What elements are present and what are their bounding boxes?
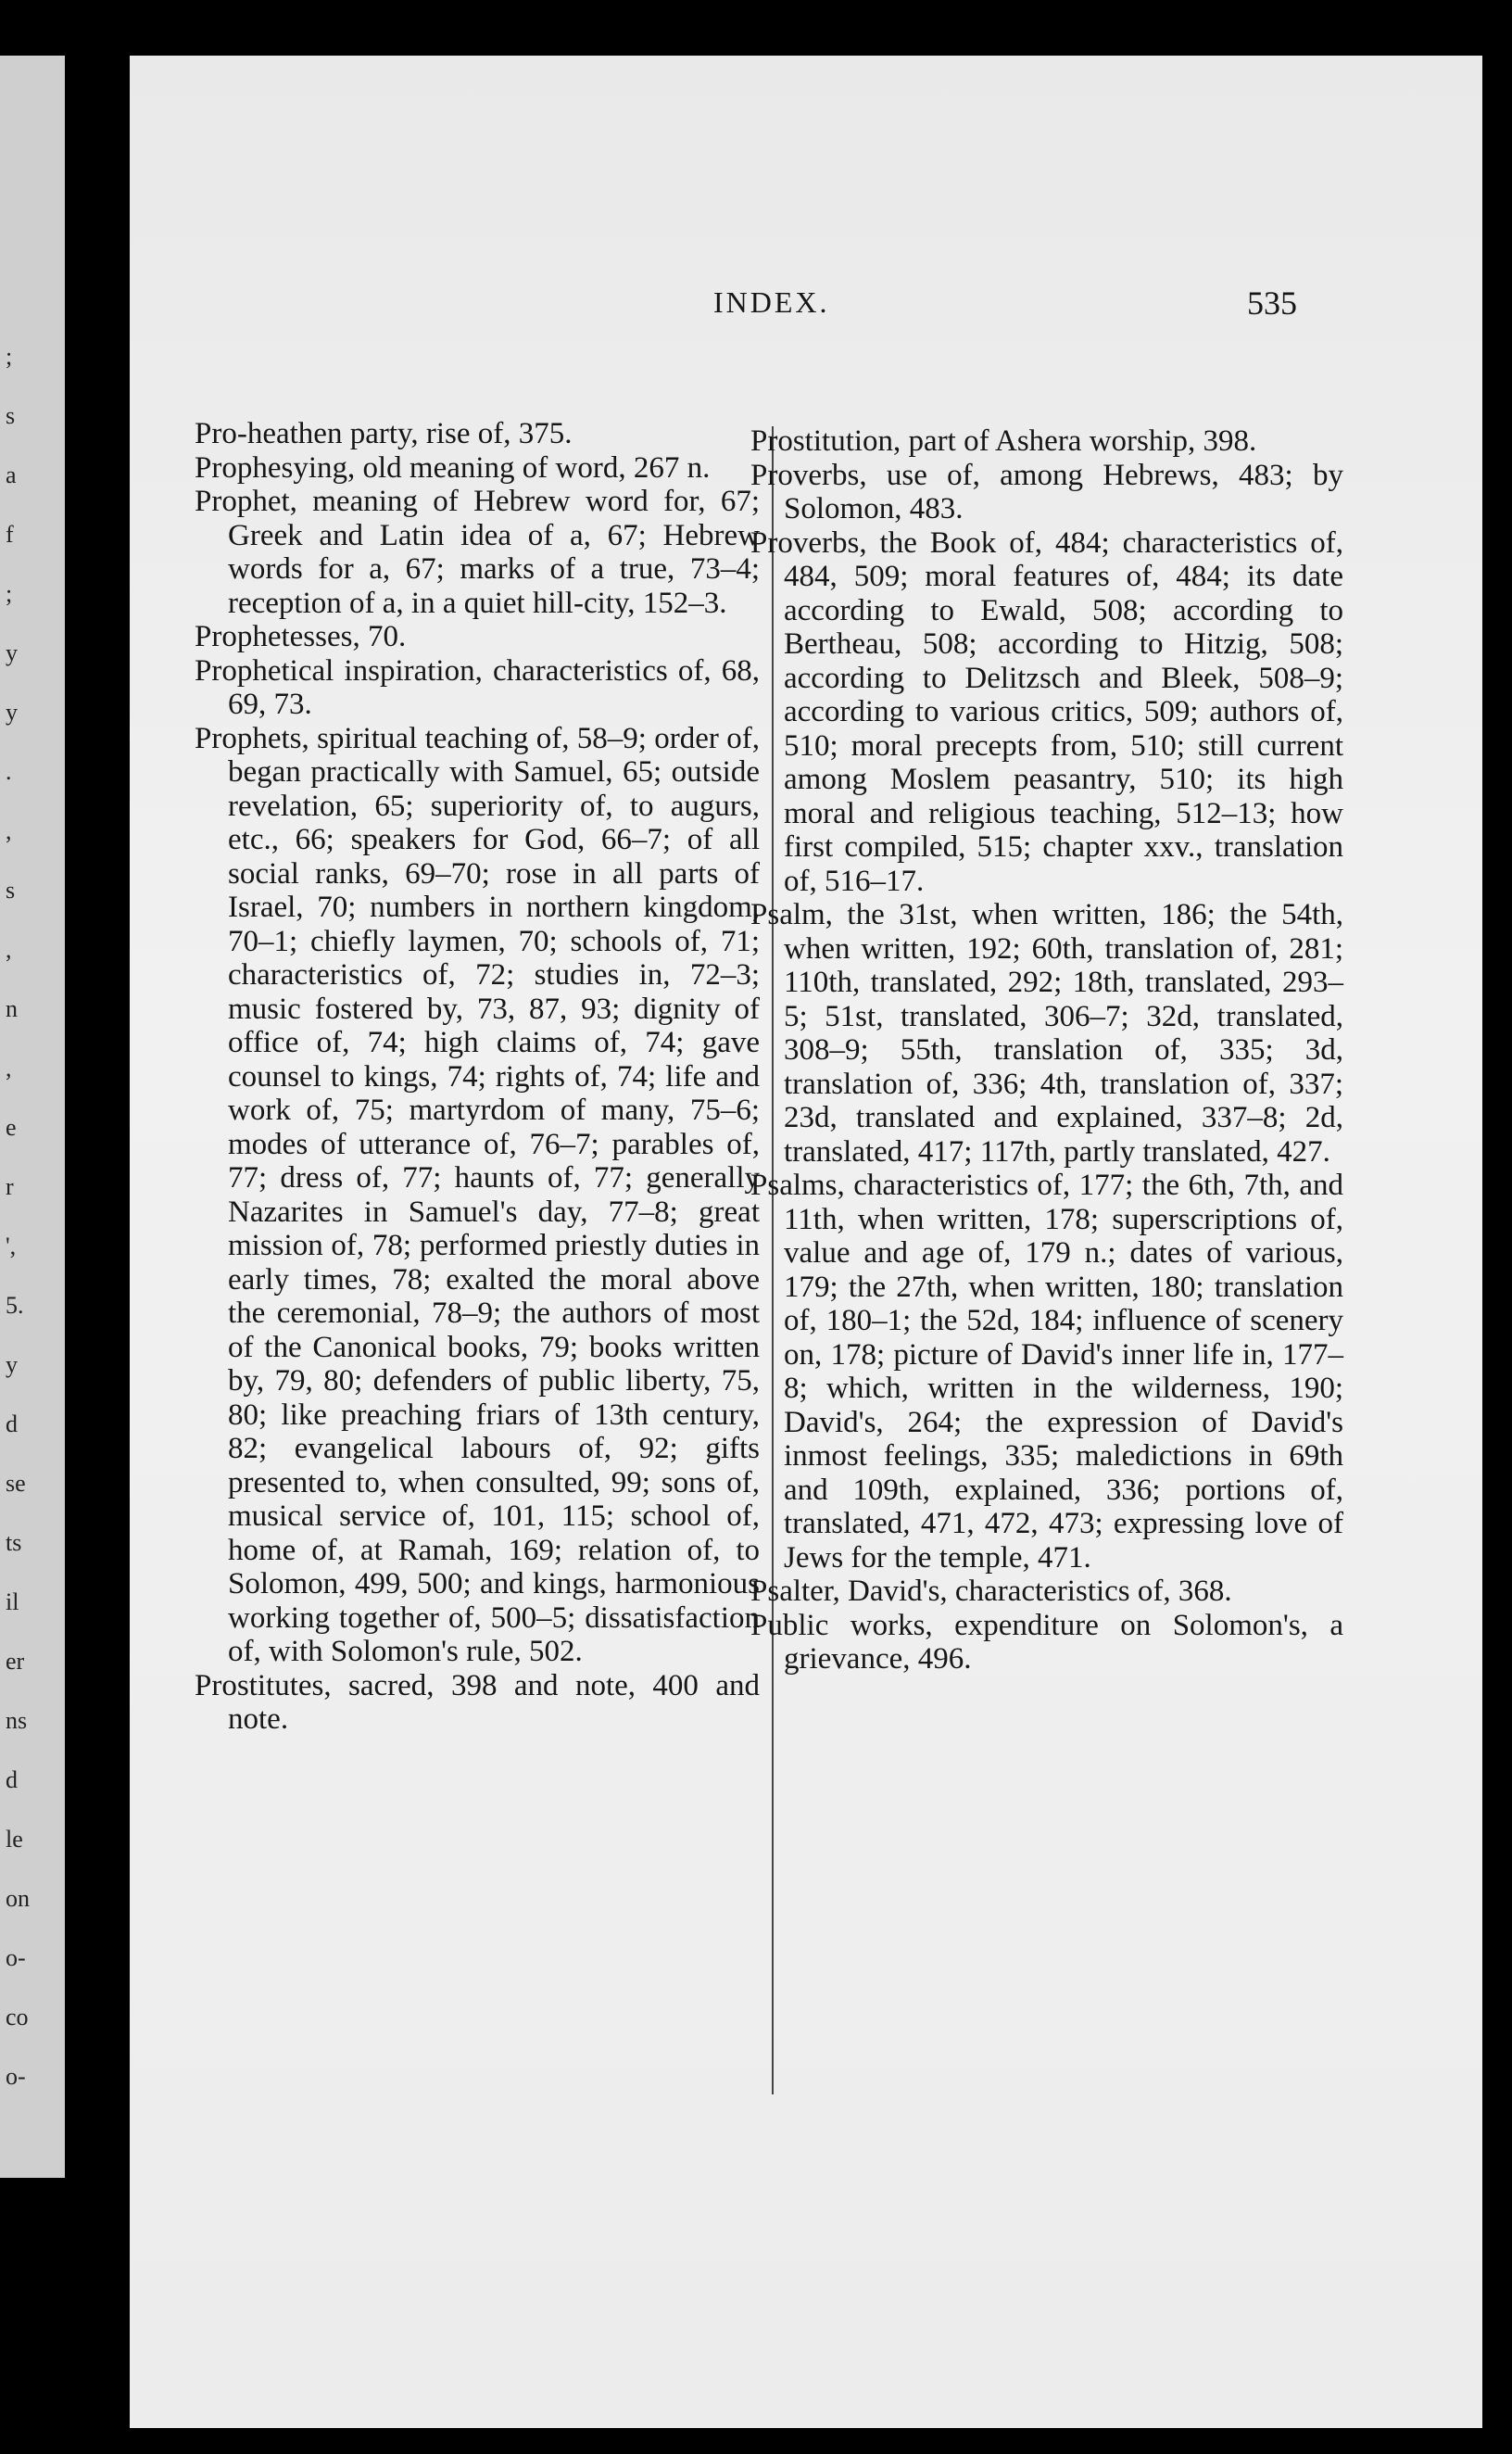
facing-page-fragment: ns [6, 1707, 28, 1734]
index-entry: Prophets, spiritual teaching of, 58–9; order of, began practically with Samuel, 65; outside revelation, 65; superiority of, to augurs, etc., 66; speakers for God, 66–7; of all social ranks, 69–70; rose in all parts of Israel, 70; numbers in northern kingdom, 70–1; chiefly laymen, 70; schools of, 71; characteristics of, 72; studies in, 72–3; music fostered by, 73, 87, 93; dignity of office of, 74; high claims of, 74; gave counsel to kings, 74; rights of, 74; life and work of, 75; martyrdom of many, 75–6; modes of utterance of, 76–7; parables of, 77; dress of, 77; haunts of, 77; generally Nazarites in Samuel's day, 77–8; great mission of, 78; performed priestly duties in early times, 78; exalted the moral above the ceremonial, 78–9; the authors of most of the Canonical books, 79; books written by, 79, 80; defenders of public liberty, 75, 80; like preaching friars of 13th century, 82; evangelical labours of, 92; gifts presented to, when consulted, 99; sons of, musical service of, 101, 115; school of, home of, at Ramah, 169; relation of, to Solomon, 499, 500; and kings, harmonious working together of, 500–5; dissatisfaction of, with Solomon's rule, 502. [195, 721, 760, 1668]
facing-page-fragment: ', [6, 1233, 17, 1259]
index-entry: Prostitutes, sacred, 398 and note, 400 and note. [195, 1668, 760, 1736]
facing-page-fragment: o- [6, 2063, 26, 2090]
facing-page-fragment: se [6, 1470, 26, 1497]
facing-page-fragment: e [6, 1114, 17, 1141]
index-entry: Public works, expenditure on Solomon's, a grievance, 496. [750, 1608, 1343, 1676]
index-entry: Prostitution, part of Ashera worship, 398. [750, 424, 1257, 458]
facing-page-fragment: r [6, 1173, 14, 1200]
facing-page-fragment: y [6, 639, 18, 666]
page-number: 535 [1247, 285, 1297, 322]
facing-page-fragment: , [6, 817, 12, 844]
facing-page-edge [0, 56, 65, 2178]
index-entry: Prophesying, old meaning of word, 267 n. [195, 450, 711, 485]
facing-page-fragment: ; [6, 580, 13, 607]
index-column-right [750, 424, 1343, 1676]
facing-page-fragment: er [6, 1648, 25, 1675]
facing-page-fragment: s [6, 877, 16, 904]
index-entry: Proverbs, use of, among Hebrews, 483; by Solomon, 483. [750, 458, 1343, 525]
facing-page-fragment: ; [6, 343, 13, 370]
index-column-left [195, 417, 760, 1737]
facing-page-fragment: on [6, 1885, 30, 1912]
facing-page-fragment: il [6, 1588, 19, 1615]
facing-page-fragment: , [6, 936, 12, 963]
facing-page-fragment: o- [6, 1944, 26, 1971]
index-entry: Prophetesses, 70. [195, 620, 407, 653]
facing-page-fragment: d [6, 1410, 18, 1437]
facing-page-fragment: 5. [6, 1292, 24, 1319]
facing-page-fragment: ts [6, 1529, 22, 1556]
facing-page-fragment: , [6, 1055, 12, 1082]
index-entry: Psalms, characteristics of, 177; the 6th, 7th, and 11th, when written, 178; superscriptions of, value and age of, 179 n.; dates of various, 179; the 27th, when written, 180; translation of, 180–1; the 52d, 184; influence of scenery on, 178; picture of David's inner life in, 177–8; which, written in the wilderness, 190; David's, 264; the expression of David's inmost feelings, 335; maledictions in 69th and 109th, explained, 336; portions of, translated, 471, 472, 473; expressing love of Jews for the temple, 471. [750, 1169, 1343, 1575]
running-head [130, 276, 1482, 332]
facing-page-fragment: . [6, 758, 12, 785]
index-entry: Prophetical inspiration, characteristics of, 68, 69, 73. [195, 653, 760, 721]
facing-page-fragment: f [6, 521, 14, 548]
facing-page-fragment: co [6, 2004, 29, 2030]
facing-page-fragment: le [6, 1826, 23, 1853]
facing-page-fragment: y [6, 1351, 18, 1378]
facing-page-fragment: y [6, 699, 18, 726]
index-entry: Prophet, meaning of Hebrew word for, 67; Greek and Latin idea of a, 67; Hebrew words for a, 67; marks of a true, 73–4; reception of a, in a quiet hill-city, 152–3. [195, 485, 760, 620]
index-entry: Psalter, David's, characteristics of, 368. [750, 1575, 1232, 1608]
facing-page-fragment: n [6, 995, 18, 1022]
facing-page-fragment: d [6, 1766, 18, 1793]
index-entry: Proverbs, the Book of, 484; characteristics of, 484, 509; moral features of, 484; its date according to Ewald, 508; according to Bertheau, 508; according to Hitzig, 508; according to Delitzsch and Bleek, 508–9; according to various critics, 509; authors of, 510; moral precepts from, 510; still current among Moslem peasantry, 510; its high moral and religious teaching, 512–13; how first compiled, 515; chapter xxv., translation of, 516–17. [750, 525, 1343, 898]
facing-page-fragment: a [6, 462, 17, 488]
index-entry: Psalm, the 31st, when written, 186; the 54th, when written, 192; 60th, translation of, 281; 110th, translated, 292; 18th, translated, 293–5; 51st, translated, 306–7; 32d, translated, 308–9; 55th, translation of, 335; 3d, translation of, 336; 4th, translation of, 337; 23d, translated and explained, 337–8; 2d, translated, 417; 117th, partly translated, 427. [750, 898, 1343, 1169]
index-entry: Pro-heathen party, rise of, 375. [195, 417, 573, 450]
running-title: INDEX. [713, 285, 830, 319]
facing-page-fragment: s [6, 402, 16, 429]
index-page [130, 56, 1482, 2428]
